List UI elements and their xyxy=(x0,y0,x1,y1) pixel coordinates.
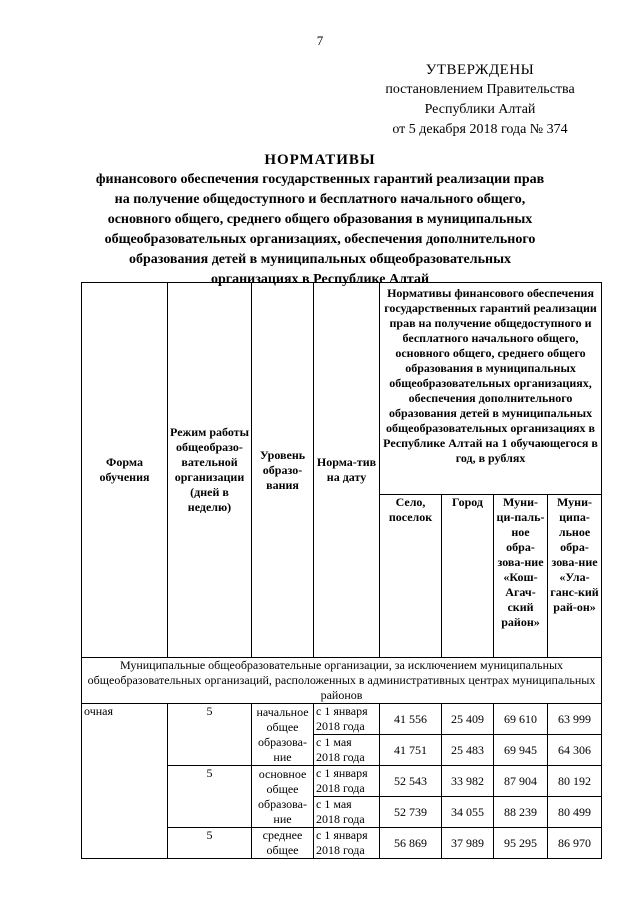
page-number: 7 xyxy=(316,33,324,48)
header-form: Форма обучения xyxy=(82,283,168,658)
date-cell: с 1 мая 2018 года xyxy=(314,797,380,828)
value-cell: 25 483 xyxy=(442,735,494,766)
value-cell: 37 989 xyxy=(442,828,494,859)
value-cell: 80 192 xyxy=(548,766,602,797)
level-cell: основное общее образова-ние xyxy=(252,766,314,828)
approval-block xyxy=(370,60,590,140)
header-kosh-agach: Муни-ци-паль-ное обра-зова-ние «Кош-Агач-ский район» xyxy=(494,495,548,658)
date-cell: с 1 января 2018 года xyxy=(314,828,380,859)
date-cell: с 1 января 2018 года xyxy=(314,766,380,797)
approved-line-3: Республики Алтай xyxy=(424,102,536,117)
value-cell: 86 970 xyxy=(548,828,602,859)
header-level: Уровень образо-вания xyxy=(252,283,314,658)
date-cell: с 1 января 2018 года xyxy=(314,704,380,735)
normatives-table xyxy=(81,282,602,859)
value-cell: 41 556 xyxy=(380,704,442,735)
title-main: НОРМАТИВЫ xyxy=(264,152,376,168)
header-normatives: Нормативы финансового обеспечения государственных гарантий реализации прав на получение общедоступного и бесплатного начального общего, основного общего, среднего общего образования в муниципальных общеобразовательных организациях, обеспечения дополнительного образования детей в муниципальных общеобразовательных организациях в Республике Алтай на 1 обучающегося в год, в рублях xyxy=(380,283,602,495)
section-row: Муниципальные общеобразовательные организации, за исключением муниципальных общеобразовательных организаций, расположенных в административных центрах муниципальных районов xyxy=(82,658,602,704)
level-cell: начальное общее образова-ние xyxy=(252,704,314,766)
value-cell: 64 306 xyxy=(548,735,602,766)
value-cell: 69 945 xyxy=(494,735,548,766)
value-cell: 95 295 xyxy=(494,828,548,859)
level-cell: среднее общее xyxy=(252,828,314,859)
value-cell: 87 904 xyxy=(494,766,548,797)
document-title xyxy=(90,150,550,290)
approved-line-2: постановлением Правительства xyxy=(385,82,575,97)
mode-cell: 5 xyxy=(168,828,252,859)
value-cell: 52 543 xyxy=(380,766,442,797)
date-cell: с 1 мая 2018 года xyxy=(314,735,380,766)
form-cell: очная xyxy=(82,704,168,859)
header-village: Село, поселок xyxy=(380,495,442,658)
value-cell: 41 751 xyxy=(380,735,442,766)
value-cell: 52 739 xyxy=(380,797,442,828)
header-ulagan: Муни-ципа-льное обра-зова-ние «Ула-ганс-кий рай-он» xyxy=(548,495,602,658)
value-cell: 69 610 xyxy=(494,704,548,735)
title-line: финансового обеспечения государственных гарантий реализации прав xyxy=(95,172,545,187)
title-line: образования детей в муниципальных общеобразовательных xyxy=(128,252,512,267)
value-cell: 56 869 xyxy=(380,828,442,859)
title-line: общеобразовательных организациях, обеспечения дополнительного xyxy=(104,232,536,247)
value-cell: 80 499 xyxy=(548,797,602,828)
value-cell: 34 055 xyxy=(442,797,494,828)
header-city: Город xyxy=(442,495,494,658)
approved-line-4: от 5 декабря 2018 года № 374 xyxy=(392,122,568,137)
header-date: Норма-тив на дату xyxy=(314,283,380,658)
mode-cell: 5 xyxy=(168,766,252,828)
title-line: основного общего, среднего общего образования в муниципальных xyxy=(107,212,533,227)
approved-heading: УТВЕРЖДЕНЫ xyxy=(425,62,535,78)
title-line: организациях в Республике Алтай xyxy=(210,272,430,287)
header-mode: Режим работы общеобразо-вательной организации (дней в неделю) xyxy=(168,283,252,658)
value-cell: 88 239 xyxy=(494,797,548,828)
title-line: на получение общедоступного и бесплатного начального общего, xyxy=(114,192,526,207)
mode-cell: 5 xyxy=(168,704,252,766)
value-cell: 25 409 xyxy=(442,704,494,735)
value-cell: 63 999 xyxy=(548,704,602,735)
value-cell: 33 982 xyxy=(442,766,494,797)
